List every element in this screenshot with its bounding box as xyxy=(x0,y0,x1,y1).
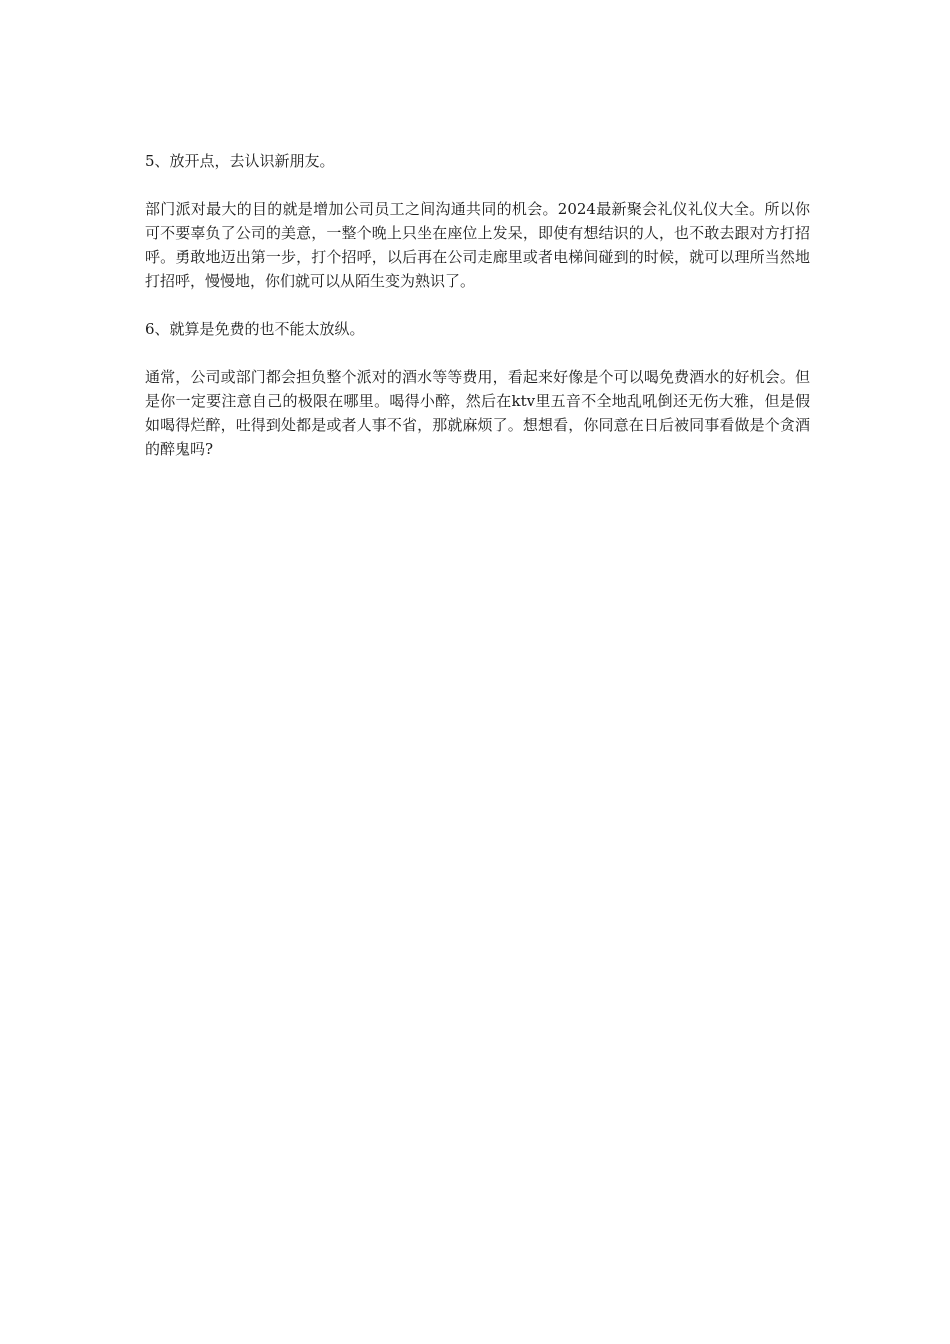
section-heading-5: 5、放开点，去认识新朋友。 xyxy=(145,152,335,170)
section-heading-6: 6、就算是免费的也不能太放纵。 xyxy=(145,320,365,338)
body-paragraph: 通常，公司或部门都会担负整个派对的酒水等等费用，看起来好像是个可以喝免费酒水的好机会。但是你一定要注意自己的极限在哪里。喝得小醉，然后在ktv里五音不全地乱吼倒还无伤大雅，但是假如喝得烂醉，吐得到处都是或者人事不省，那就麻烦了。想想看，你同意在日后被同事看做是个贪酒的醉鬼吗? xyxy=(145,368,810,458)
body-paragraph: 部门派对最大的目的就是增加公司员工之间沟通共同的机会。2024最新聚会礼仪礼仪大全。所以你可不要辜负了公司的美意，一整个晚上只坐在座位上发呆，即使有想结识的人，也不敢去跟对方打招呼。勇敢地迈出第一步，打个招呼，以后再在公司走廊里或者电梯间碰到的时候，就可以理所当然地打招呼，慢慢地，你们就可以从陌生变为熟识了。 xyxy=(145,200,810,290)
document-body xyxy=(145,149,810,485)
